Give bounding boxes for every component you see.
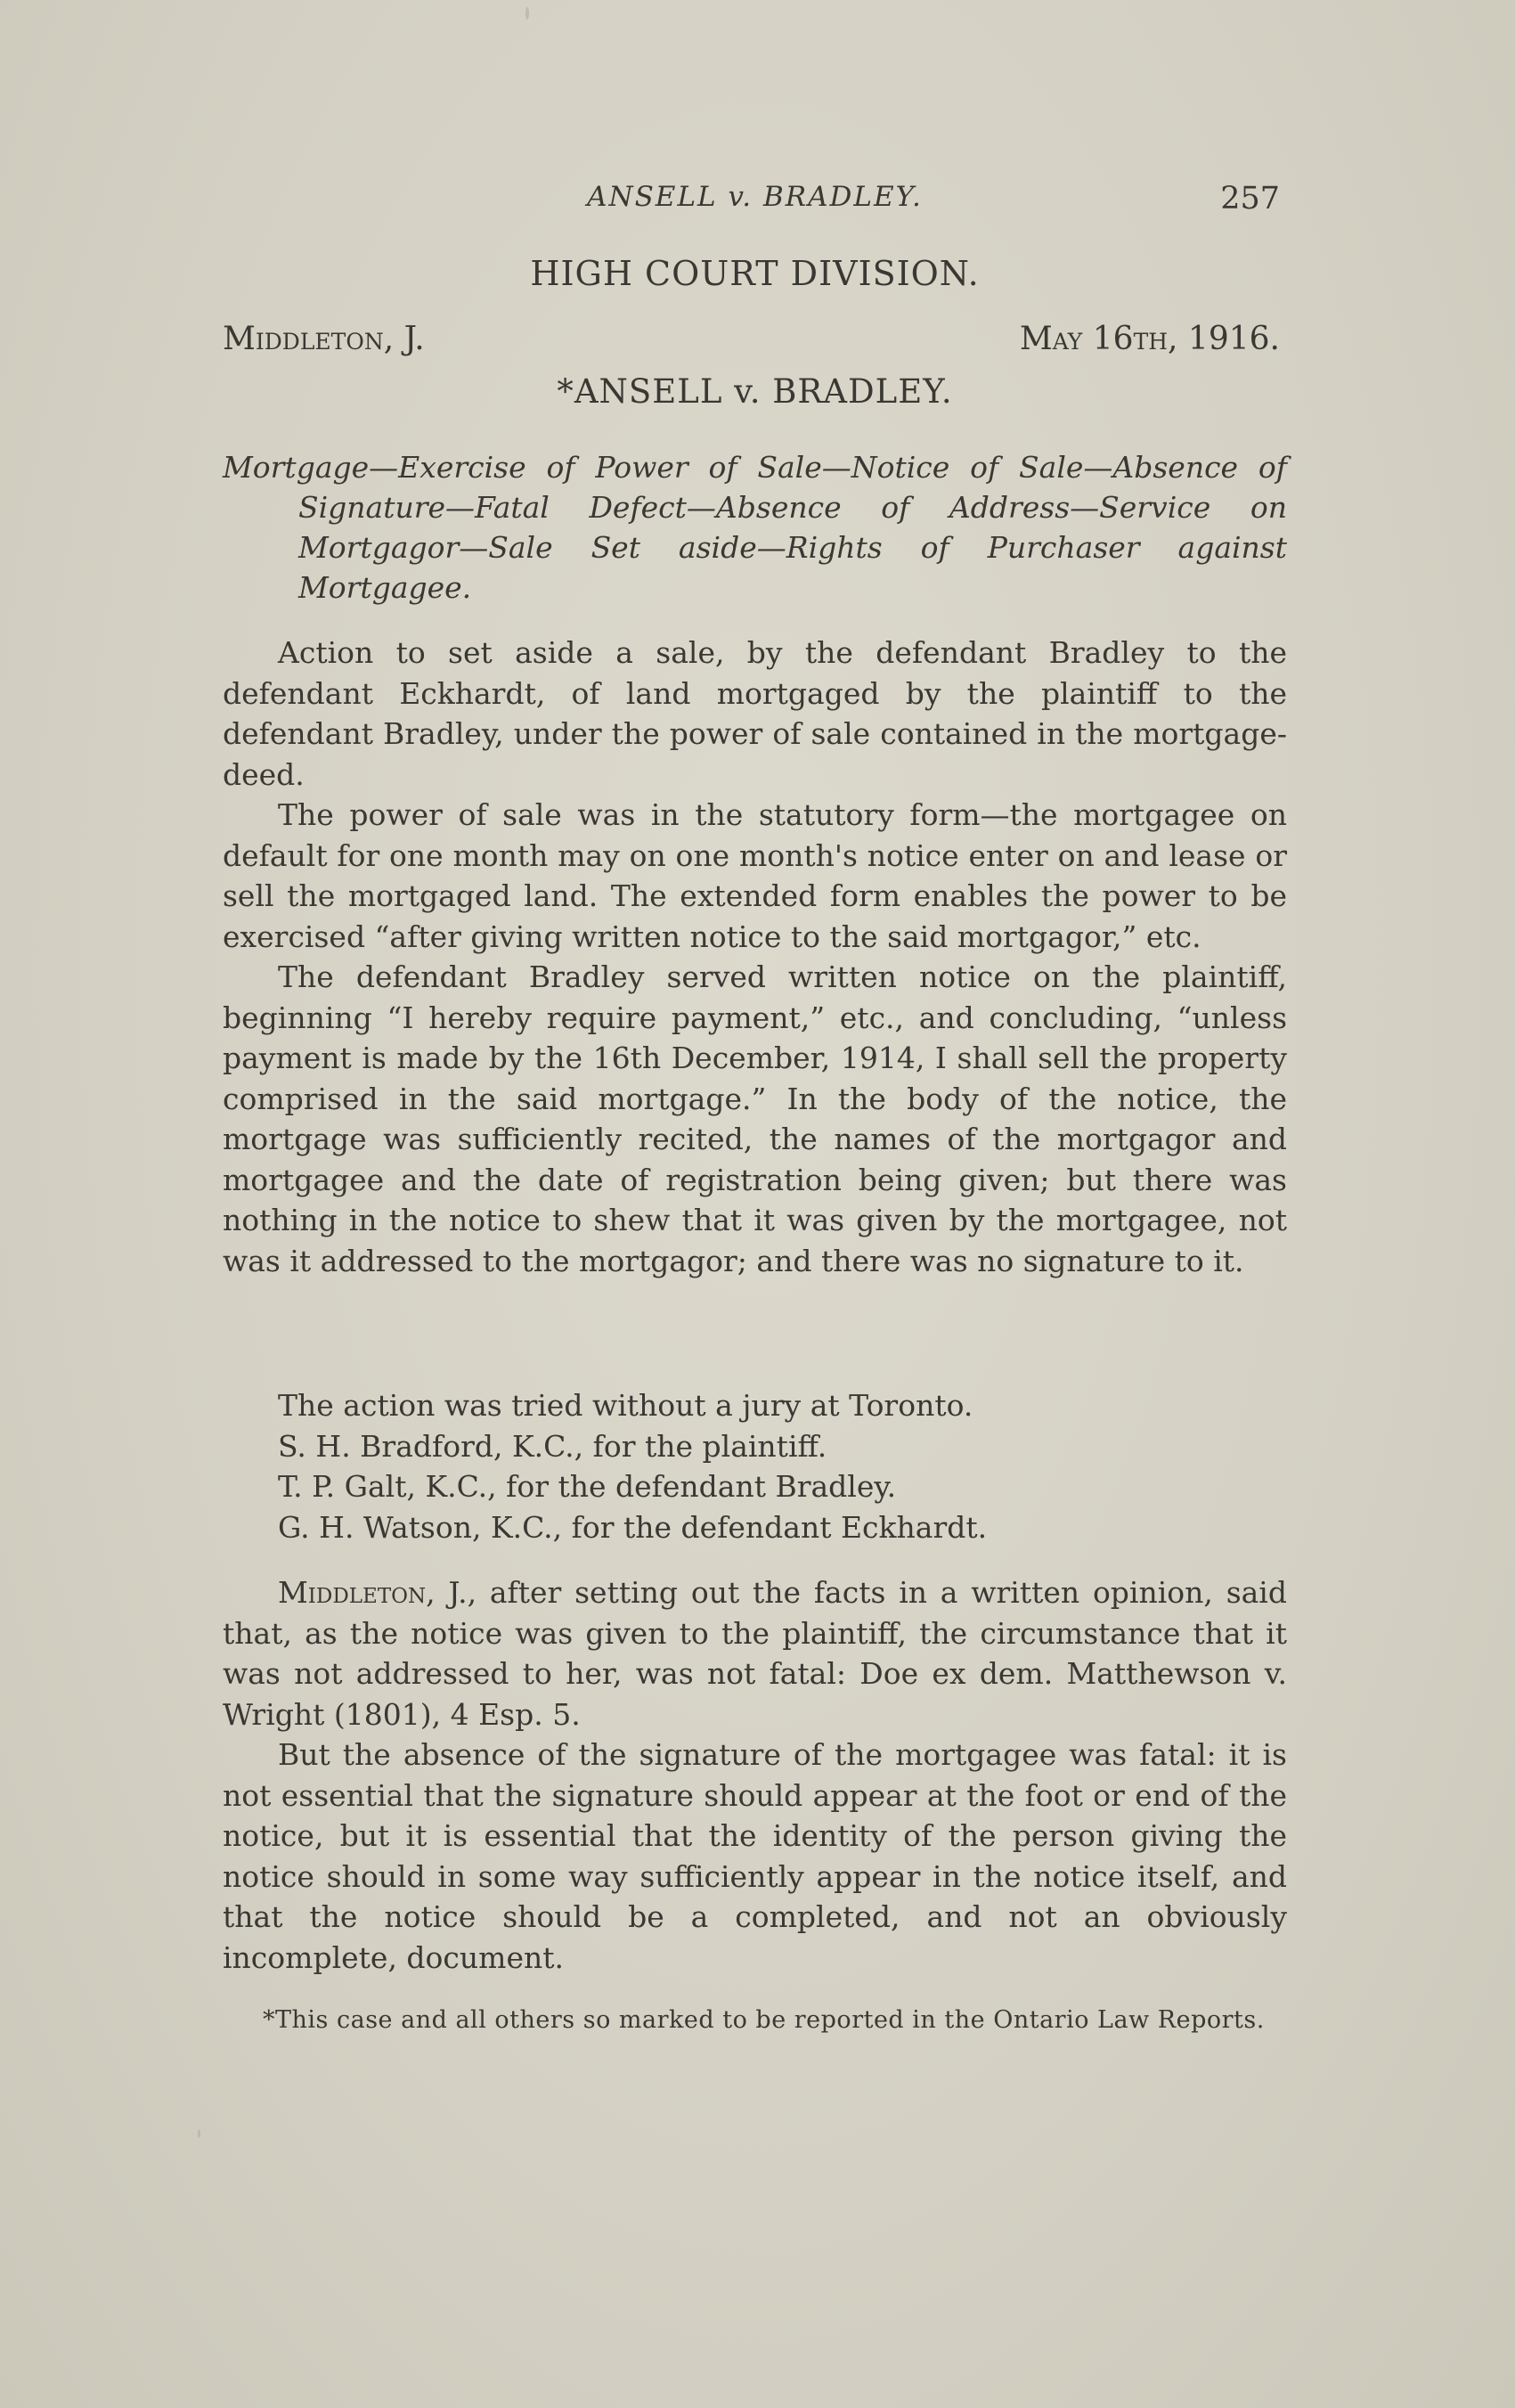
facts-section — [223, 633, 1287, 1281]
counsel-line: T. P. Galt, K.C., for the defendant Bradley. — [278, 1469, 897, 1504]
page-number: 257 — [1220, 181, 1280, 216]
judge-name: Middleton, J. — [223, 321, 425, 357]
opinion-paragraph — [223, 1572, 1287, 1735]
court-division-heading: HIGH COURT DIVISION. — [530, 254, 980, 293]
trial-note: The action was tried without a jury at Toronto. — [278, 1388, 973, 1423]
judge-date-line — [223, 321, 1287, 365]
running-head — [223, 181, 1287, 224]
opinion-paragraph: But the absence of the signature of the mortgagee was fatal: it is not essential that the signature should appear at the foot or end of the notice, but it is essential that the identity of the person giving the notice should in some way sufficiently appear in the notice itself, and that the notice should be a completed, and not an obviously incomplete, document. — [223, 1737, 1287, 1975]
paragraph: The defendant Bradley served written notice on the plaintiff, beginning “I hereby require payment,” etc., and concluding, “unless payment is made by the 16th December, 1914, I shall sell the property comprised in the said mortgage.” In the body of the notice, the mortgage was sufficiently recited, the names of the mortgagor and mortgagee and the date of registration being given; but there was nothing in the notice to shew that it was given by the mortgagee, not was it addressed to the mortgagor; and there was no signature to it. — [223, 959, 1287, 1278]
paragraph: Action to set aside a sale, by the defendant Bradley to the defendant Eckhardt, of land mortgaged by the plaintiff to the defendant Bradley, under the power of sale contained in the mortgage-deed. — [223, 635, 1287, 792]
case-title: *ANSELL v. BRADLEY. — [557, 372, 953, 411]
counsel-section — [223, 1385, 1287, 1547]
opinion-section — [223, 1572, 1287, 1978]
paragraph: The power of sale was in the statutory form—the mortgagee on default for one month may on one month's notice enter on and lease or sell the mortgaged land. The extended form enables the power to be exercised “after giving written notice to the said mortgagor,” etc. — [223, 797, 1287, 954]
footnote: *This case and all others so marked to be reported in the Ontario Law Reports. — [263, 2006, 1265, 2034]
opinion-text: , J., after setting out the facts in a written opinion, said that, as the notice was given to the plaintiff, the circumstance that it was not addressed to her, was not fatal: Doe ex dem. Matthewson v. Wright (1801), 4 Esp. 5. — [223, 1575, 1287, 1732]
counsel-line: S. H. Bradford, K.C., for the plaintiff. — [278, 1428, 827, 1464]
headnote: Mortgage—Exercise of Power of Sale—Notice of Sale—Absence of Signature—Fatal Defect—Absence of Address—Service on Mortgagor—Sale Set aside—Rights of Purchaser against Mortgagee. — [223, 450, 1287, 605]
opinion-judge-name: Middleton — [278, 1575, 427, 1610]
page-blemish — [198, 2129, 200, 2138]
page-blemish — [525, 7, 529, 20]
decision-date: May 16th, 1916. — [1019, 321, 1280, 357]
running-title: ANSELL v. BRADLEY. — [587, 181, 923, 213]
counsel-line: G. H. Watson, K.C., for the defendant Eckhardt. — [278, 1509, 988, 1545]
